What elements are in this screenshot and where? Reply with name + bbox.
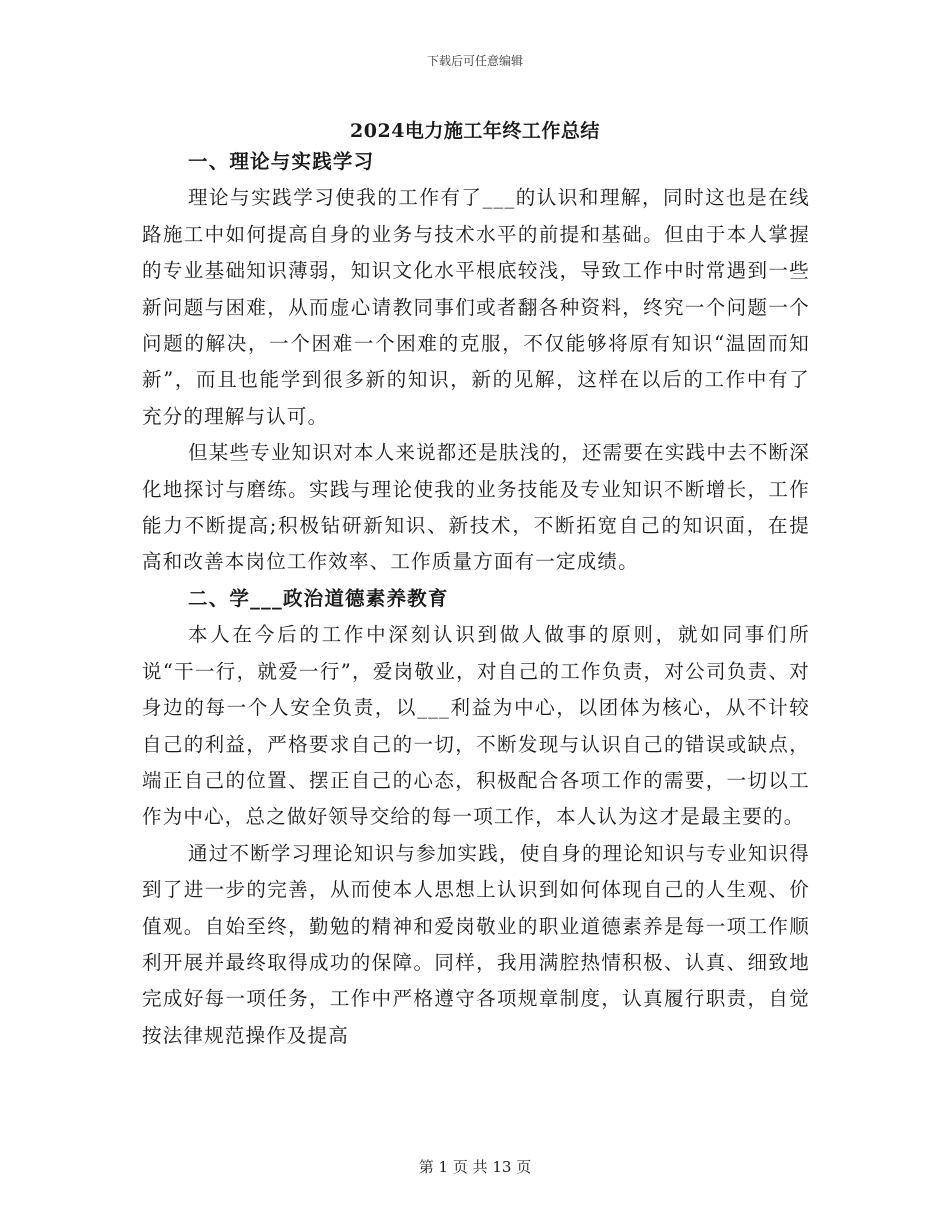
section-heading: 一、理论与实践学习 [188,150,375,173]
header-note: 下载后可任意编辑 [426,54,523,68]
section-heading: 二、学___政治道德素养教育 [188,586,449,610]
paragraph: 但某些专业知识对本人来说都还是肤浅的，还需要在实践中去不断深化地探讨与磨练。实践与理论使我的业务技能及专业知识不断增长，工作能力不断提高;积极钻研新知识、新技术，不断拓宽自己的知识面，在提高和改善本岗位工作效率、工作质量方面有一定成绩。 [142,441,810,574]
document-body [142,144,810,1054]
paragraph: 本人在今后的工作中深刻认识到做人做事的原则，就如同事们所说“干一行，就爱一行”，爱岗敬业，对自己的工作负责，对公司负责、对身边的每一个人安全负责，以___利益为中心，以团体为核心，从不计较自己的利益，严格要求自己的一切，不断发现与认识自己的错误或缺点，端正自己的位置、摆正自己的心态，积极配合各项工作的需要，一切以工作为中心，总之做好领导交给的每一项工作，本人认为这才是最主要的。 [142,623,810,829]
page-footer: 第 1 页 共 13 页 [418,1158,532,1176]
paragraph: 理论与实践学习使我的工作有了___的认识和理解，同时这也是在线路施工中如何提高自身的业务与技术水平的前提和基础。但由于本人掌握的专业基础知识薄弱，知识文化水平根底较浅，导致工作中时常遇到一些新问题与困难，从而虚心请教同事们或者翻各种资料，终究一个问题一个问题的解决，一个困难一个困难的克服，不仅能够将原有知识“温固而知新”，而且也能学到很多新的知识，新的见解，这样在以后的工作中有了充分的理解与认可。 [142,186,810,428]
document-title: 2024电力施工年终工作总结 [350,120,600,142]
paragraph: 通过不断学习理论知识与参加实践，使自身的理论知识与专业知识得到了进一步的完善，从而使本人思想上认识到如何体现自己的人生观、价值观。自始至终，勤勉的精神和爱岗敬业的职业道德素养是每一项工作顺利开展并最终取得成功的保障。同样，我用满腔热情积极、认真、细致地完成好每一项任务，工作中严格遵守各项规章制度，认真履行职责，自觉按法律规范操作及提高 [142,841,810,1047]
